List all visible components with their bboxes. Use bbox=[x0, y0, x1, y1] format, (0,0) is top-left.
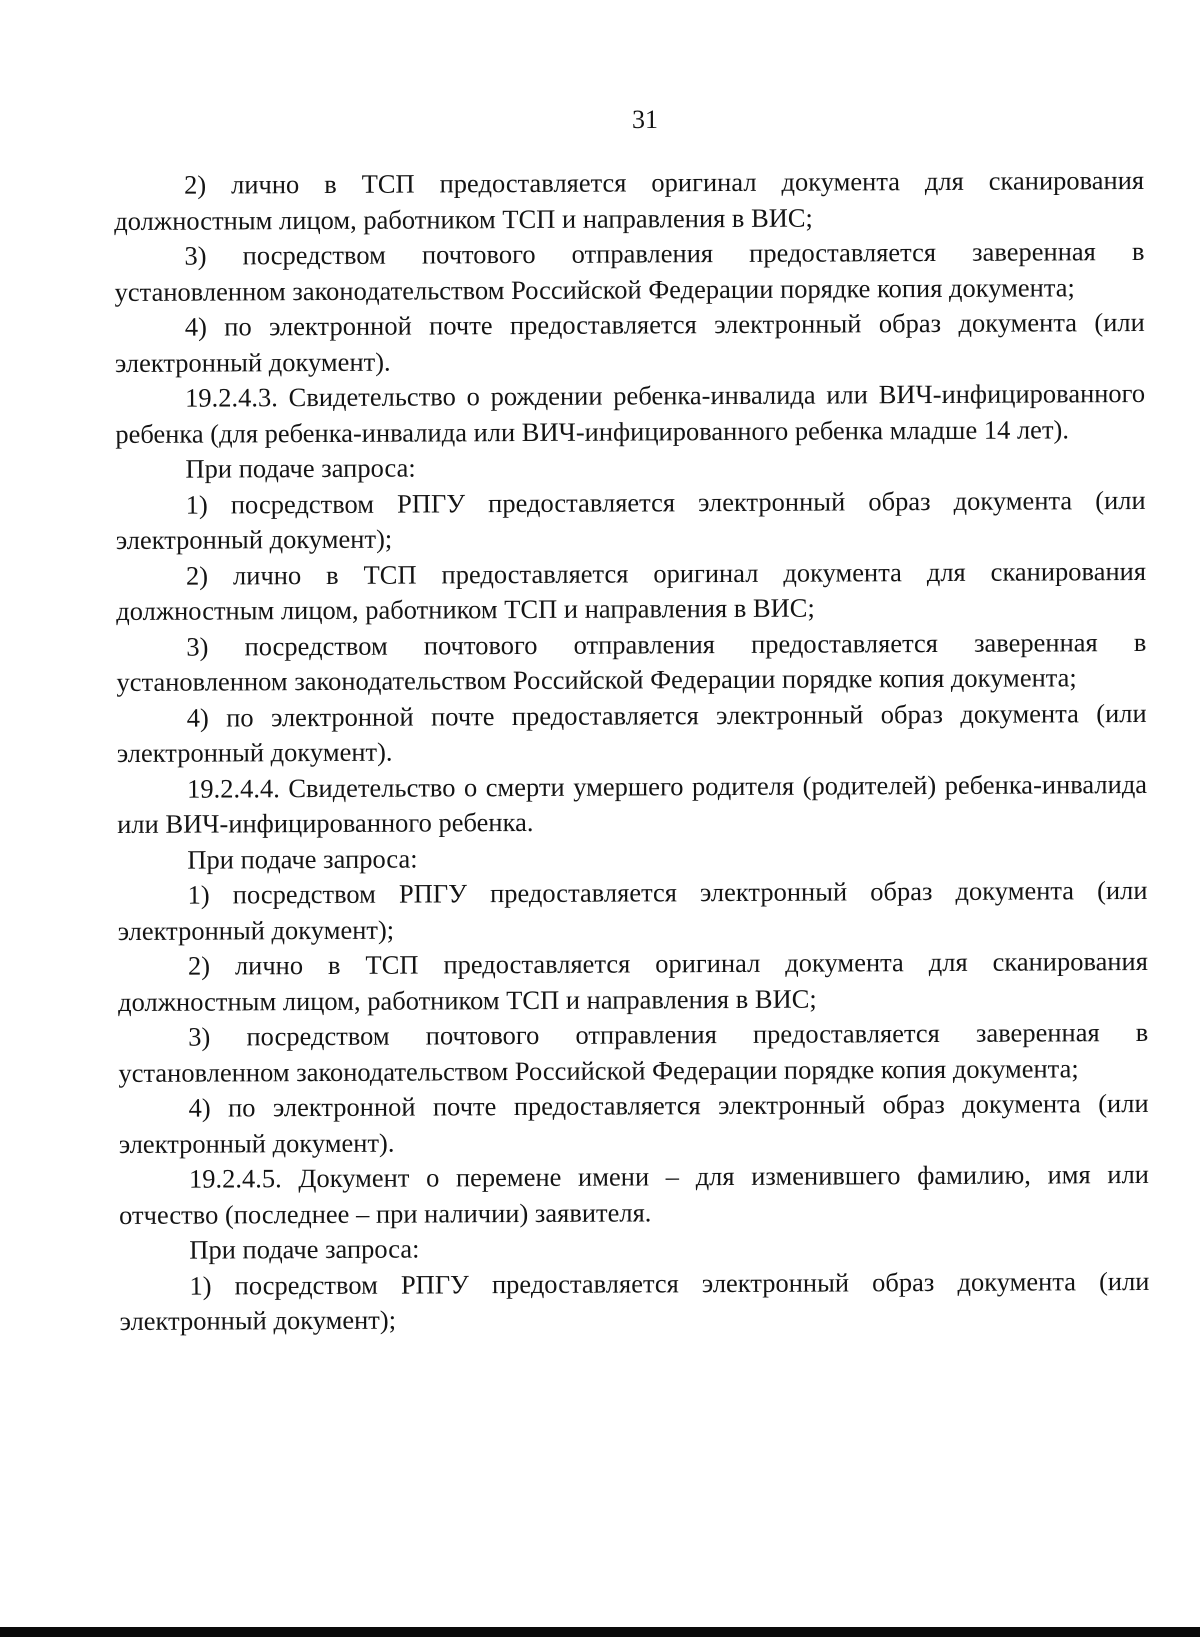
section-heading-paragraph: 19.2.4.5. Документ о перемене имени – для изменившего фамилию, имя или отчество (последнее – при наличии) заявителя. bbox=[119, 1158, 1150, 1230]
paragraph: 4) по электронной почте предоставляется электронный образ документа (или электронный документ). bbox=[118, 1087, 1149, 1159]
paragraph: 2) лично в ТСП предоставляется оригинал документа для сканирования должностным лицом, работником ТСП и направления в ВИС; bbox=[117, 945, 1148, 1017]
paragraph: При подаче запроса: bbox=[189, 1233, 420, 1265]
paragraph: 3) посредством почтового отправления предоставляется заверенная в установленном законодательством Российской Федерации порядке копия документа; bbox=[118, 1016, 1149, 1088]
paragraph: При подаче запроса: bbox=[187, 843, 418, 875]
paragraph: 2) лично в ТСП предоставляется оригинал документа для сканирования должностным лицом, работником ТСП и направления в ВИС; bbox=[114, 164, 1145, 236]
scan-edge-bar bbox=[0, 1627, 1200, 1637]
paragraph: 2) лично в ТСП предоставляется оригинал документа для сканирования должностным лицом, работником ТСП и направления в ВИС; bbox=[116, 555, 1147, 626]
paragraph: 1) посредством РПГУ предоставляется электронный образ документа (или электронный документ); bbox=[119, 1265, 1150, 1336]
section-heading-paragraph: 19.2.4.3. Свидетельство о рождении ребенка-инвалида или ВИЧ-инфицированного ребенка (для ребенка-инвалида или ВИЧ-инфицированного ребенка младше 14 лет). bbox=[115, 377, 1146, 449]
paragraph: 1) посредством РПГУ предоставляется электронный образ документа (или электронный документ); bbox=[115, 484, 1146, 555]
paragraph: При подаче запроса: bbox=[185, 452, 416, 484]
paragraph: 3) посредством почтового отправления предоставляется заверенная в установленном законодательством Российской Федерации порядке копия документа; bbox=[116, 626, 1147, 697]
paragraph: 3) посредством почтового отправления предоставляется заверенная в установленном законодательством Российской Федерации порядке копия документа; bbox=[114, 235, 1145, 307]
section-heading-paragraph: 19.2.4.4. Свидетельство о смерти умершего родителя (родителей) ребенка-инвалида или ВИЧ-инфицированного ребенка. bbox=[117, 768, 1148, 839]
paragraph: 1) посредством РПГУ предоставляется электронный образ документа (или электронный документ); bbox=[117, 874, 1148, 946]
paragraph: 4) по электронной почте предоставляется электронный образ документа (или электронный документ). bbox=[114, 306, 1145, 378]
page-number: 31 bbox=[632, 105, 658, 134]
paragraph: 4) по электронной почте предоставляется электронный образ документа (или электронный документ). bbox=[116, 697, 1147, 768]
document-body bbox=[114, 163, 1150, 1340]
